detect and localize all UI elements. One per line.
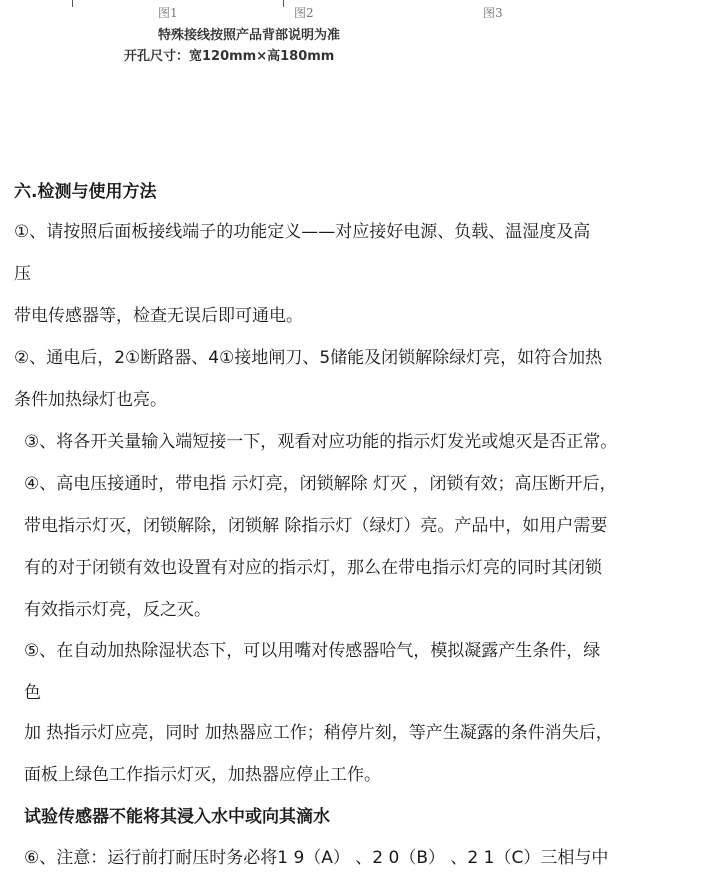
cutout-size: 开孔尺寸：宽120mm×高180mm xyxy=(124,49,335,64)
paragraph-line: 有效指示灯亮，反之灭。 xyxy=(24,600,211,620)
paragraph-line: ④、高电压接通时，带电指 示灯亮，闭锁解除 灯灭 ，闭锁有效；高压断开后， xyxy=(24,474,617,494)
paragraph-line: 条件加热绿灯也亮。 xyxy=(14,390,167,410)
figure-strip xyxy=(0,0,710,24)
figure-border-line xyxy=(72,0,73,7)
figure-border-line xyxy=(283,0,284,7)
paragraph-line: 带电指示灯灭，闭锁解除，闭锁解 除指示灯（绿灯）亮。产品中，如用户需要 xyxy=(24,516,608,536)
section-heading: 六.检测与使用方法 xyxy=(14,182,157,202)
paragraph-line: ⑥、注意：运行前打耐压时务必将1 9（A） 、2 0（B） 、2 1（C）三相与中 xyxy=(24,848,609,868)
paragraph-line: 色 xyxy=(24,683,41,703)
warning-text: 试验传感器不能将其浸入水中或向其滴水 xyxy=(24,807,330,827)
paragraph-line: ①、请按照后面板接线端子的功能定义——对应接好电源、负载、温湿度及高 xyxy=(14,222,591,242)
paragraph-line: 加 热指示灯应亮，同时 加热器应工作；稍停片刻，等产生凝露的条件消失后， xyxy=(24,723,613,743)
paragraph-line: ⑤、在自动加热除湿状态下，可以用嘴对传感器哈气，模拟凝露产生条件，绿 xyxy=(24,641,601,661)
wiring-note: 特殊接线按照产品背部说明为准 xyxy=(158,28,341,43)
figure-caption-3: 图3 xyxy=(483,6,503,20)
paragraph-line: 有的对于闭锁有效也设置有对应的指示灯，那么在带电指示灯亮的同时其闭锁 xyxy=(24,558,602,578)
figure-caption-2: 图2 xyxy=(294,6,314,20)
figure-caption-1: 图1 xyxy=(158,6,178,20)
paragraph-line: 带电传感器等，检查无误后即可通电。 xyxy=(14,306,303,326)
paragraph-line: 压 xyxy=(14,264,31,284)
paragraph-line: ③、将各开关量输入端短接一下，观看对应功能的指示灯发光或熄灭是否正常。 xyxy=(24,432,618,452)
paragraph-line: 面板上绿色工作指示灯灭，加热器应停止工作。 xyxy=(24,765,381,785)
paragraph-line: ②、通电后，2①断路器、4①接地闸刀、5储能及闭锁解除绿灯亮，如符合加热 xyxy=(14,348,603,368)
